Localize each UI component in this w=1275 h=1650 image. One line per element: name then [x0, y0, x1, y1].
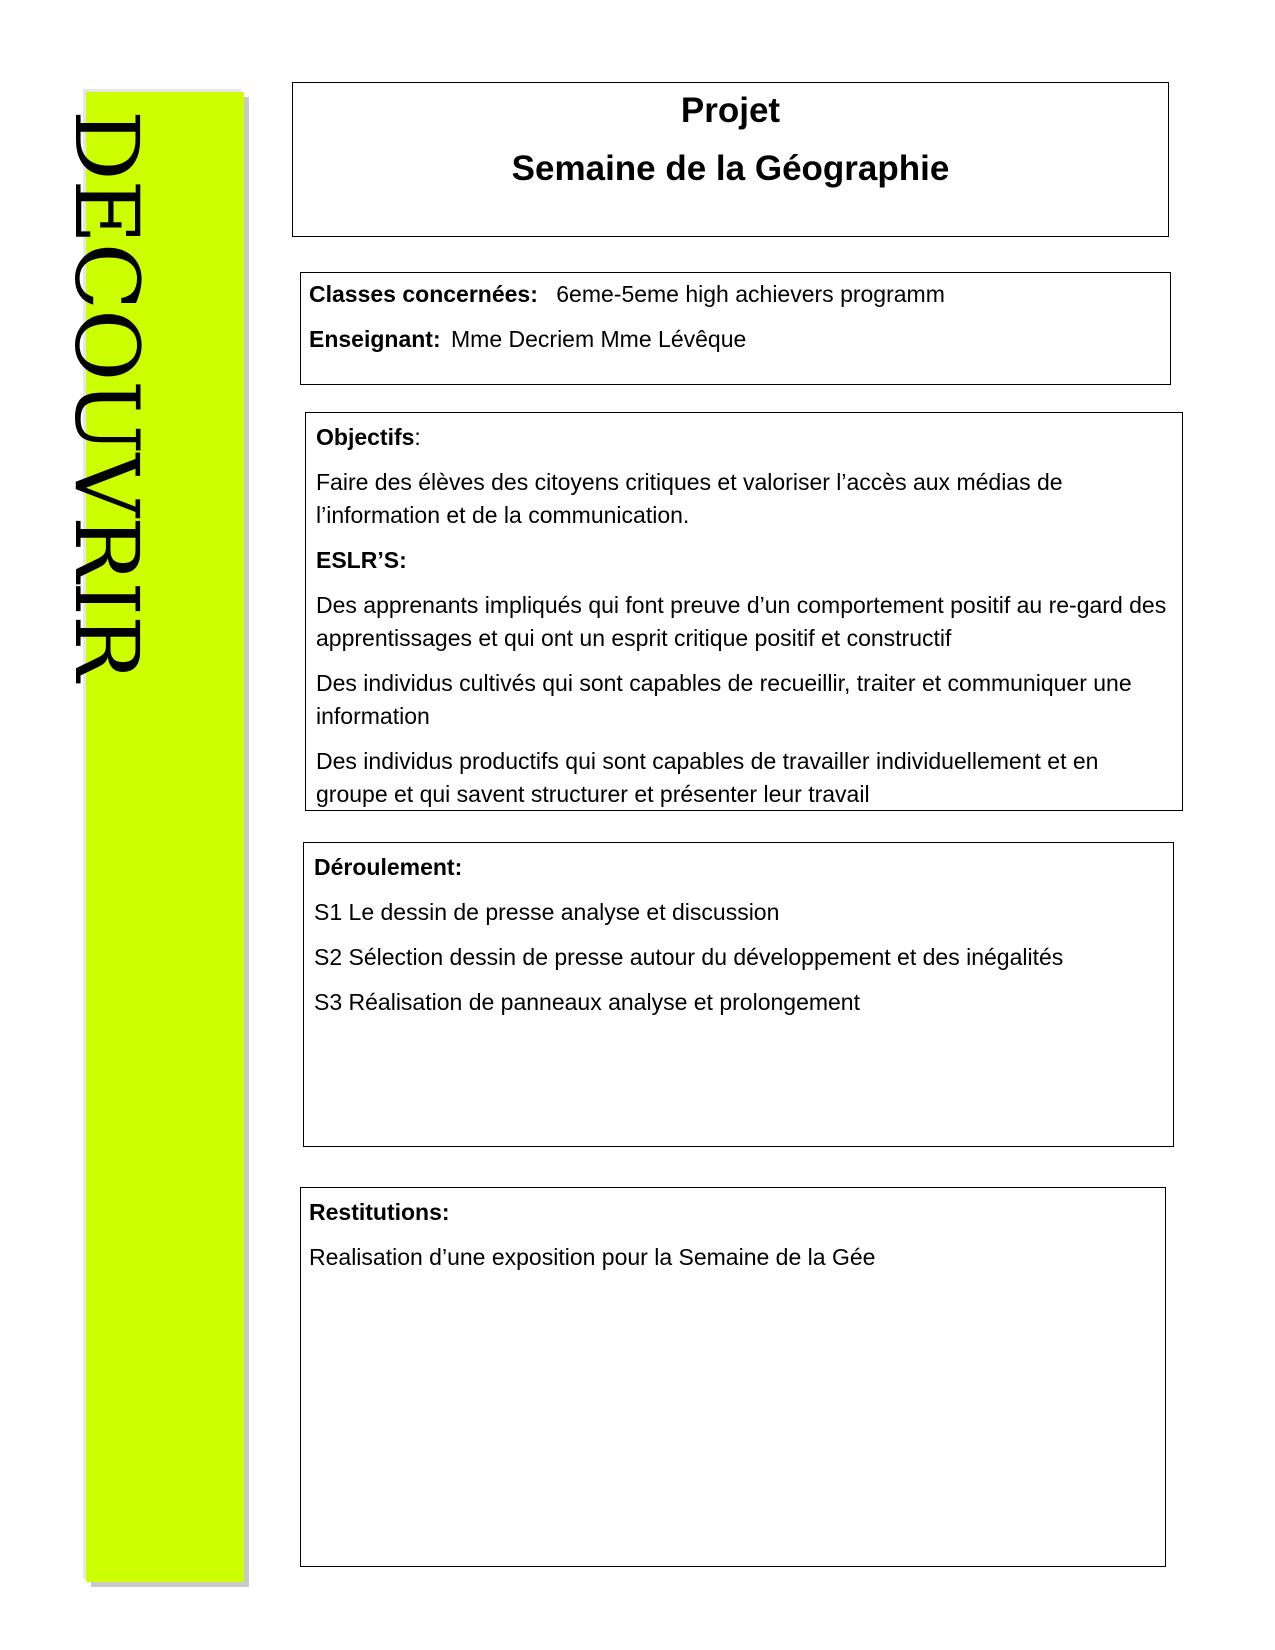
restitutions-text: Realisation d’une exposition pour la Semaine de la Gée	[309, 1244, 876, 1270]
eslr-item: Des apprenants impliqués qui font preuve d’un comportement positif au re-gard des apprentissages et qui ont un esprit critique positif et constructif	[316, 592, 1167, 651]
classes-row	[309, 279, 1162, 309]
enseignant-value: Mme Decriem Mme Lévêque	[451, 326, 747, 352]
objectifs-heading: Objectifs	[316, 424, 415, 450]
classes-value: 6eme-5eme high achievers programm	[556, 281, 945, 307]
banner-title: DECOUVRIR	[55, 110, 158, 681]
deroulement-step: S1 Le dessin de presse analyse et discussion	[314, 899, 780, 925]
project-title: Semaine de la Géographie	[511, 149, 950, 188]
objectifs-heading-colon: :	[414, 424, 421, 450]
eslrs-heading: ESLR’S:	[316, 547, 407, 573]
objectifs-text: Faire des élèves des citoyens critiques et valoriser l’accès aux médias de l’information et de la communication.	[316, 469, 1063, 528]
deroulement-step: S3 Réalisation de panneaux analyse et prolongement	[314, 989, 860, 1015]
deroulement-step: S2 Sélection dessin de presse autour du développement et des inégalités	[314, 944, 1064, 970]
classes-box	[300, 272, 1171, 385]
eslr-item: Des individus productifs qui sont capables de travailler individuellement et en groupe et qui savent structurer et présenter leur travail	[316, 748, 1099, 807]
deroulement-heading: Déroulement:	[314, 854, 463, 880]
enseignant-row	[309, 324, 1162, 354]
project-label: Projet	[680, 91, 781, 130]
enseignant-label: Enseignant:	[309, 326, 441, 352]
restitutions-heading: Restitutions:	[309, 1199, 450, 1225]
objectifs-box	[305, 412, 1183, 811]
objectifs-heading-row	[316, 421, 1172, 454]
deroulement-box	[303, 842, 1174, 1147]
classes-label: Classes concernées:	[309, 281, 538, 307]
restitutions-box	[300, 1187, 1166, 1567]
eslr-item: Des individus cultivés qui sont capables de recueillir, traiter et communiquer une information	[316, 670, 1132, 729]
title-box	[292, 82, 1169, 237]
